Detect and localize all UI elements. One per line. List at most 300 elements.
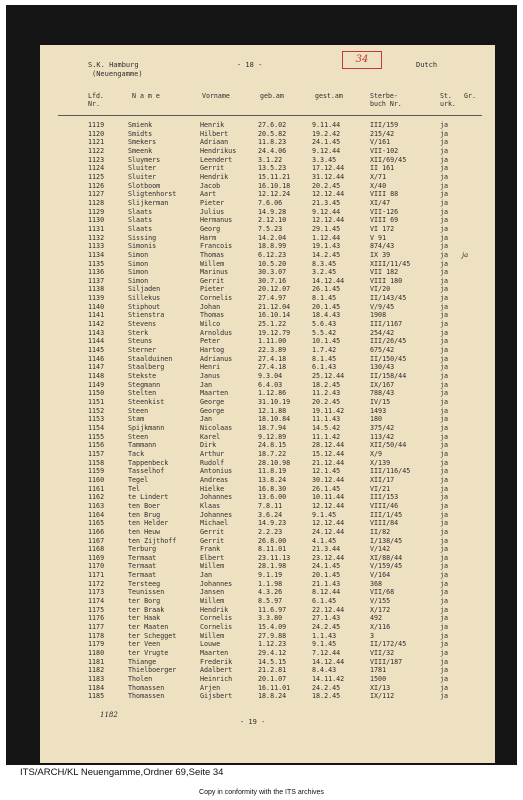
row-nr: 1137 <box>88 276 105 285</box>
table-row <box>40 571 495 580</box>
row-st-urk: ja <box>440 501 449 510</box>
row-geb: 11.8.23 <box>258 138 287 147</box>
row-sterbebuch: II/82 <box>370 527 391 536</box>
row-nr: 1163 <box>88 501 105 510</box>
row-name: Simon <box>128 276 149 285</box>
row-sterbebuch: V/161 <box>370 138 391 147</box>
table-row <box>40 372 495 381</box>
table-row <box>40 225 495 234</box>
row-geb: 27.4.18 <box>258 363 287 372</box>
row-vorname: Adrianus <box>200 354 233 363</box>
row-gest: 8.1.45 <box>312 294 337 303</box>
row-geb: 18.7.22 <box>258 449 287 458</box>
row-gest: 24.2.45 <box>312 683 341 692</box>
row-gest: 21.12.44 <box>312 458 345 467</box>
row-sterbebuch: X/71 <box>370 172 387 181</box>
row-name: te Lindert <box>128 493 169 502</box>
row-gest: 15.12.44 <box>312 449 345 458</box>
row-vorname: Willem <box>200 597 225 606</box>
row-nr: 1182 <box>88 666 105 675</box>
row-gest: 9.1.45 <box>312 640 337 649</box>
row-st-urk: ja <box>440 337 449 346</box>
row-geb: 9.12.89 <box>258 432 287 441</box>
col-header-nr: Lfd. Nr. <box>88 92 104 108</box>
row-gest: 26.1.45 <box>312 484 341 493</box>
row-st-urk: ja <box>440 389 449 398</box>
table-row <box>40 415 495 424</box>
row-nr: 1124 <box>88 164 105 173</box>
table-row <box>40 389 495 398</box>
row-nr: 1174 <box>88 597 105 606</box>
row-nr: 1161 <box>88 484 105 493</box>
table-row <box>40 251 495 260</box>
table-row <box>40 311 495 320</box>
table-row <box>40 303 495 312</box>
row-vorname: Aart <box>200 190 217 199</box>
row-sterbebuch: X/116 <box>370 623 391 632</box>
row-vorname: Gerrit <box>200 527 225 536</box>
row-name: ten Boer <box>128 501 161 510</box>
row-nr: 1133 <box>88 242 105 251</box>
row-gest: 12.1.45 <box>312 467 341 476</box>
row-nr: 1121 <box>88 138 105 147</box>
row-vorname: Willem <box>200 259 225 268</box>
document-page <box>40 45 495 763</box>
row-vorname: Pieter <box>200 198 225 207</box>
row-geb: 14.9.23 <box>258 519 287 528</box>
row-geb: 8.11.01 <box>258 545 287 554</box>
row-vorname: Peter <box>200 337 221 346</box>
row-sterbebuch: III/26/45 <box>370 337 407 346</box>
row-name: Termaat <box>128 571 157 580</box>
row-vorname: Johannes <box>200 493 233 502</box>
row-st-urk: ja <box>440 588 449 597</box>
row-vorname: Antonius <box>200 467 233 476</box>
table-row <box>40 554 495 563</box>
row-sterbebuch: II/158/44 <box>370 372 407 381</box>
row-nr: 1147 <box>88 363 105 372</box>
row-nr: 1184 <box>88 683 105 692</box>
row-nr: 1177 <box>88 623 105 632</box>
row-st-urk: ja <box>440 553 449 562</box>
row-nr: 1131 <box>88 224 105 233</box>
row-nr: 1140 <box>88 302 105 311</box>
row-nr: 1139 <box>88 294 105 303</box>
row-name: Sluymers <box>128 155 161 164</box>
row-sterbebuch: 874/43 <box>370 242 395 251</box>
row-name: Sissing <box>128 233 157 242</box>
row-gest: 4.1.45 <box>312 536 337 545</box>
row-gest: 31.12.44 <box>312 172 345 181</box>
col-header-geb: geb.am <box>260 92 284 100</box>
row-vorname: Maarten <box>200 649 229 658</box>
row-vorname: Nicolaas <box>200 423 233 432</box>
row-sterbebuch: VII-102 <box>370 146 399 155</box>
row-gest: 9.12.44 <box>312 207 341 216</box>
row-nr: 1171 <box>88 571 105 580</box>
row-sterbebuch: 215/42 <box>370 129 395 138</box>
row-vorname: Francois <box>200 242 233 251</box>
page-number-stamp: 34 <box>342 51 382 69</box>
row-vorname: Thomas <box>200 311 225 320</box>
row-name: Tegel <box>128 475 149 484</box>
row-geb: 10.5.20 <box>258 259 287 268</box>
row-geb: 27.6.02 <box>258 121 287 129</box>
row-geb: 28.1.98 <box>258 562 287 571</box>
table-row <box>40 614 495 623</box>
row-name: Simon <box>128 268 149 277</box>
row-st-urk: ja <box>440 475 449 484</box>
row-gest: 17.12.44 <box>312 164 345 173</box>
row-nr: 1175 <box>88 605 105 614</box>
row-geb: 18.8.99 <box>258 242 287 251</box>
row-gest: 12.12.44 <box>312 501 345 510</box>
row-geb: 30.3.07 <box>258 268 287 277</box>
row-sterbebuch: II/172/45 <box>370 640 407 649</box>
row-st-urk: ja <box>440 657 449 666</box>
row-vorname: Karel <box>200 432 221 441</box>
table-row <box>40 528 495 537</box>
row-sterbebuch: XI/13 <box>370 683 391 692</box>
row-geb: 18.7.94 <box>258 423 287 432</box>
row-name: Smienk <box>128 121 153 129</box>
row-name: ten Zijthoff <box>128 536 177 545</box>
row-gest: 12.12.44 <box>312 190 345 199</box>
row-name: Stelten <box>128 389 157 398</box>
scan-frame <box>6 5 517 765</box>
row-vorname: Klaas <box>200 501 221 510</box>
row-nr: 1162 <box>88 493 105 502</box>
row-vorname: Arjen <box>200 683 221 692</box>
row-name: ter Maaten <box>128 623 169 632</box>
table-row <box>40 485 495 494</box>
row-nr: 1129 <box>88 207 105 216</box>
row-vorname: Leendert <box>200 155 233 164</box>
row-nr: 1132 <box>88 233 105 242</box>
table-row <box>40 363 495 372</box>
row-nr: 1183 <box>88 675 105 683</box>
table-row <box>40 675 495 684</box>
row-nr: 1149 <box>88 380 105 389</box>
row-nr: 1122 <box>88 146 105 155</box>
row-geb: 27.9.88 <box>258 631 287 640</box>
col-header-name: N a m e <box>132 92 160 100</box>
row-sterbebuch: IX/112 <box>370 692 395 701</box>
table-row <box>40 459 495 468</box>
row-sterbebuch: VIII 180 <box>370 276 403 285</box>
row-st-urk: ja <box>440 484 449 493</box>
row-geb: 21.12.04 <box>258 302 291 311</box>
row-name: ter Schegget <box>128 631 177 640</box>
row-vorname: Gijsbert <box>200 692 233 701</box>
row-name: Smidts <box>128 129 153 138</box>
row-nr: 1170 <box>88 562 105 571</box>
row-geb: 15.4.09 <box>258 623 287 632</box>
row-name: Tholen <box>128 675 153 683</box>
row-name: Tappenbeck <box>128 458 169 467</box>
register-table <box>40 121 495 701</box>
row-st-urk: ja <box>440 354 449 363</box>
row-gest: 14.2.45 <box>312 250 341 259</box>
page-marker-bottom: - 19 - <box>240 718 266 726</box>
row-vorname: Cornelis <box>200 294 233 303</box>
table-row <box>40 537 495 546</box>
row-vorname: Harm <box>200 233 217 242</box>
row-vorname: Hermanus <box>200 216 233 225</box>
row-name: Thomassen <box>128 692 165 701</box>
table-row <box>40 173 495 182</box>
row-name: Steen <box>128 406 149 415</box>
row-st-urk: ja <box>440 649 449 658</box>
row-gest: 24.1.45 <box>312 562 341 571</box>
row-nr: 1179 <box>88 640 105 649</box>
row-gest: 21.3.45 <box>312 198 341 207</box>
row-vorname: Jan <box>200 571 213 580</box>
row-nr: 1178 <box>88 631 105 640</box>
row-gest: 27.1.43 <box>312 614 341 623</box>
row-geb: 7.6.06 <box>258 198 283 207</box>
row-sterbebuch: 1500 <box>370 675 387 683</box>
table-row <box>40 658 495 667</box>
row-nr: 1154 <box>88 423 105 432</box>
row-geb: 18.10.84 <box>258 415 291 424</box>
row-gest: 29.1.45 <box>312 224 341 233</box>
row-geb: 24.4.06 <box>258 146 287 155</box>
row-vorname: Georg <box>200 224 221 233</box>
page-marker-top: - 18 - <box>237 61 263 69</box>
row-nr: 1125 <box>88 172 105 181</box>
row-name: Slaats <box>128 207 153 216</box>
row-st-urk: ja <box>440 138 449 147</box>
row-nr: 1165 <box>88 519 105 528</box>
row-gest: 24.2.45 <box>312 623 341 632</box>
row-sterbebuch: 3 <box>370 631 375 640</box>
row-sterbebuch: IX 39 <box>370 250 391 259</box>
row-sterbebuch: 180 <box>370 415 383 424</box>
table-row <box>40 199 495 208</box>
row-nr: 1167 <box>88 536 105 545</box>
row-name: Staalberg <box>128 363 165 372</box>
row-st-urk: ja <box>440 398 449 406</box>
row-nr: 1160 <box>88 475 105 484</box>
row-gest: 20.1.45 <box>312 571 341 580</box>
row-nr: 1164 <box>88 510 105 519</box>
row-nr: 1169 <box>88 553 105 562</box>
row-st-urk: ja <box>440 198 449 207</box>
row-sterbebuch: XII/17 <box>370 475 395 484</box>
table-row <box>40 623 495 632</box>
table-row <box>40 684 495 693</box>
row-nr: 1119 <box>88 121 105 129</box>
row-gest: 3.2.45 <box>312 268 337 277</box>
row-vorname: Wilco <box>200 320 221 329</box>
row-vorname: Johannes <box>200 510 233 519</box>
row-nr: 1130 <box>88 216 105 225</box>
row-sterbebuch: IV/15 <box>370 398 391 406</box>
row-geb: 6.4.03 <box>258 380 283 389</box>
row-sterbebuch: VII/68 <box>370 588 395 597</box>
table-row <box>40 692 495 701</box>
row-vorname: Hendrik <box>200 172 229 181</box>
row-name: Stiphout <box>128 302 161 311</box>
row-nr: 1152 <box>88 406 105 415</box>
row-st-urk: ja <box>440 242 449 251</box>
row-nr: 1156 <box>88 441 105 450</box>
row-gest: 1.12.44 <box>312 233 341 242</box>
row-st-urk: ja <box>440 406 449 415</box>
row-name: Thielboerger <box>128 666 177 675</box>
table-row <box>40 182 495 191</box>
row-name: ter Braak <box>128 605 165 614</box>
row-vorname: Johan <box>200 302 221 311</box>
row-name: Steuns <box>128 337 153 346</box>
row-sterbebuch: X/139 <box>370 458 391 467</box>
row-nr: 1150 <box>88 389 105 398</box>
table-row <box>40 294 495 303</box>
row-sterbebuch: VI/20 <box>370 285 391 294</box>
table-row <box>40 138 495 147</box>
row-st-urk: ja <box>440 519 449 528</box>
row-gest: 20.2.45 <box>312 181 341 190</box>
row-geb: 20.1.07 <box>258 675 287 683</box>
row-name: Sluiter <box>128 164 157 173</box>
row-st-urk: ja <box>440 233 449 242</box>
row-nr: 1181 <box>88 657 105 666</box>
row-name: Steenkist <box>128 398 165 406</box>
row-gest: 12.12.44 <box>312 216 345 225</box>
row-geb: 16.10.14 <box>258 311 291 320</box>
row-sterbebuch: VIII 88 <box>370 190 399 199</box>
row-gest: 6.1.45 <box>312 597 337 606</box>
table-row <box>40 519 495 528</box>
row-sterbebuch: XII/69/45 <box>370 155 407 164</box>
row-name: Simon <box>128 250 149 259</box>
row-sterbebuch: 1781 <box>370 666 387 675</box>
row-st-urk: ja <box>440 449 449 458</box>
row-st-urk: ja <box>440 458 449 467</box>
table-row <box>40 467 495 476</box>
row-nr: 1146 <box>88 354 105 363</box>
row-st-urk: ja <box>440 172 449 181</box>
row-geb: 15.11.21 <box>258 172 291 181</box>
row-vorname: Jansen <box>200 588 225 597</box>
row-sterbebuch: X/172 <box>370 605 391 614</box>
row-gest: 1.1.43 <box>312 631 337 640</box>
row-st-urk: ja <box>440 294 449 303</box>
row-geb: 7.5.23 <box>258 224 283 233</box>
row-sterbebuch: VI/21 <box>370 484 391 493</box>
row-vorname: Adriaan <box>200 138 229 147</box>
row-vorname: Andreas <box>200 475 229 484</box>
row-st-urk: ja <box>440 597 449 606</box>
row-name: Siljaden <box>128 285 161 294</box>
row-sterbebuch: IX/167 <box>370 380 395 389</box>
row-gest: 3.3.45 <box>312 155 337 164</box>
row-st-urk: ja <box>440 224 449 233</box>
row-st-urk: ja <box>440 259 449 268</box>
row-geb: 16.8.30 <box>258 484 287 493</box>
row-st-urk: ja <box>440 510 449 519</box>
row-geb: 2.12.10 <box>258 216 287 225</box>
row-name: Smeenk <box>128 146 153 155</box>
row-vorname: Louwe <box>200 640 221 649</box>
row-geb: 14.2.04 <box>258 233 287 242</box>
row-vorname: Hartog <box>200 346 225 355</box>
row-vorname: George <box>200 406 225 415</box>
row-sterbebuch: 492 <box>370 614 383 623</box>
row-name: Tammann <box>128 441 157 450</box>
row-st-urk: ja <box>440 268 449 277</box>
table-row <box>40 640 495 649</box>
row-geb: 27.4.97 <box>258 294 287 303</box>
row-vorname: Gerrit <box>200 536 225 545</box>
row-sterbebuch: VIII/46 <box>370 501 399 510</box>
row-st-urk: ja <box>440 536 449 545</box>
table-row <box>40 277 495 286</box>
row-gest: 11.1.43 <box>312 415 341 424</box>
row-geb: 20.5.82 <box>258 129 287 138</box>
row-name: ter Vrugte <box>128 649 169 658</box>
row-st-urk: ja <box>440 276 449 285</box>
row-sterbebuch: III/1167 <box>370 320 403 329</box>
row-gest: 14.11.42 <box>312 675 345 683</box>
row-nr: 1176 <box>88 614 105 623</box>
row-geb: 25.1.22 <box>258 320 287 329</box>
row-name: Simon <box>128 259 149 268</box>
row-gest: 28.12.44 <box>312 441 345 450</box>
table-row <box>40 156 495 165</box>
table-row <box>40 562 495 571</box>
row-gest: 11.1.42 <box>312 432 341 441</box>
col-header-st-urk: St. urk. <box>440 92 456 108</box>
col-header-gr: Gr. <box>464 92 476 100</box>
row-st-urk: ja <box>440 372 449 381</box>
row-gest: 14.5.42 <box>312 423 341 432</box>
row-vorname: Jan <box>200 380 213 389</box>
row-geb: 6.12.23 <box>258 250 287 259</box>
row-name: Stienstra <box>128 311 165 320</box>
table-row <box>40 493 495 502</box>
row-geb: 11.8.19 <box>258 467 287 476</box>
row-st-urk: ja <box>440 441 449 450</box>
row-vorname: Heinrich <box>200 675 233 683</box>
table-row <box>40 441 495 450</box>
row-sterbebuch: III/153 <box>370 493 399 502</box>
row-st-urk: ja <box>440 666 449 675</box>
row-sterbebuch: XII/50/44 <box>370 441 407 450</box>
row-sterbebuch: 675/42 <box>370 346 395 355</box>
row-st-urk: ja <box>440 328 449 337</box>
row-vorname: Hendrik <box>200 605 229 614</box>
row-name: Steen <box>128 432 149 441</box>
row-gest: 14.12.44 <box>312 276 345 285</box>
row-gr: ja <box>462 250 469 259</box>
table-row <box>40 320 495 329</box>
row-gest: 30.12.44 <box>312 475 345 484</box>
row-vorname: Michael <box>200 519 229 528</box>
row-nr: 1155 <box>88 432 105 441</box>
row-name: Tersteeg <box>128 579 161 588</box>
row-st-urk: ja <box>440 432 449 441</box>
table-row <box>40 632 495 641</box>
row-st-urk: ja <box>440 631 449 640</box>
col-header-sterbebuch: Sterbe- buch Nr. <box>370 92 402 108</box>
row-name: Stekste <box>128 372 157 381</box>
row-nr: 1151 <box>88 398 105 406</box>
row-nr: 1126 <box>88 181 105 190</box>
row-nr: 1153 <box>88 415 105 424</box>
row-geb: 7.8.11 <box>258 501 283 510</box>
